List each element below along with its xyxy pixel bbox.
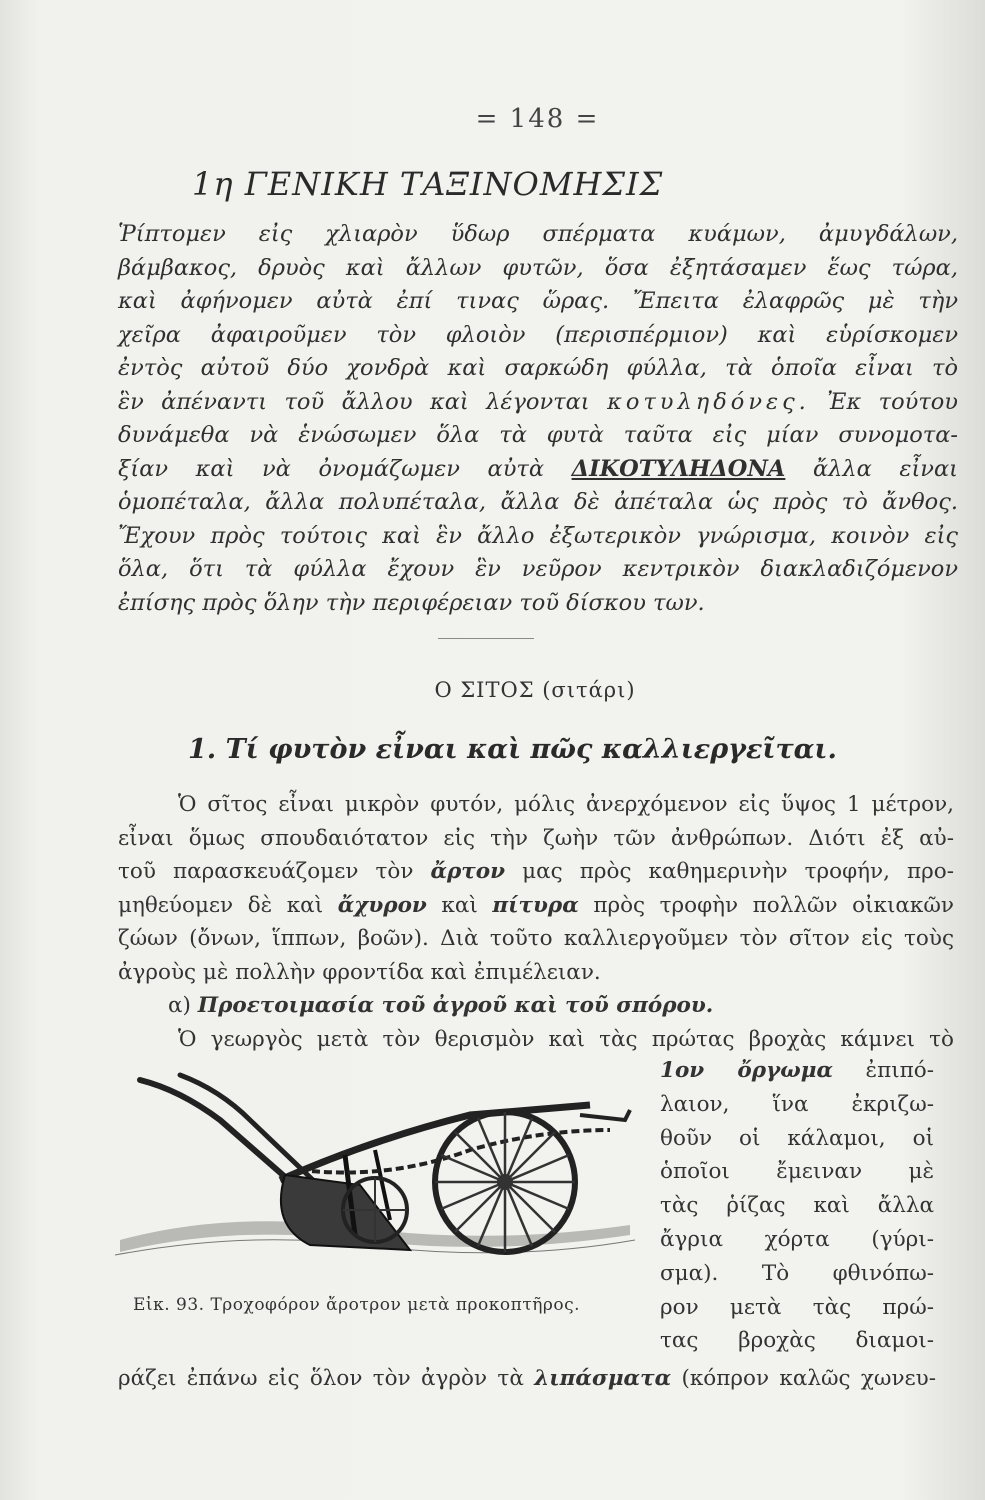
text-segment: ράζει ἐπάνω εἰς ὅλον τὸν ἀγρὸν τὰ xyxy=(118,1366,524,1391)
text-line xyxy=(118,386,958,420)
text-segment: ἄλλα εἶναι xyxy=(812,455,959,482)
text-line: καὶ ἀφήνομεν αὐτὰ ἐπί τινας ὥρας. Ἔπειτα ἐλαφρῶς μὲ τὴν xyxy=(118,288,958,314)
subsection-title: Προετοιμασία τοῦ ἀγροῦ καὶ τοῦ σπόρου. xyxy=(197,993,714,1018)
spaced-term: κοτυληδόνες. xyxy=(607,388,810,415)
text-line: σμα). Τὸ φθινόπω- xyxy=(660,1260,934,1286)
text-line: Ὁ γεωργὸς μετὰ τὸν θερισμὸν καὶ τὰς πρώτας βροχὰς κάμνει τὸ xyxy=(178,1026,954,1052)
text-line: Ὁ σῖτος εἶναι μικρὸν φυτόν, μόλις ἀνερχόμενον εἰς ὕψος 1 μέτρον, xyxy=(178,792,954,817)
text-segment: μηθεύομεν δὲ καὶ xyxy=(118,892,324,918)
emphasized-term: 1ον ὄργωμα xyxy=(660,1058,833,1083)
section-title: Ο ΣΙΤΟΣ (σιτάρι) xyxy=(434,678,636,702)
text-line: ἄγρια χόρτα (γύρι- xyxy=(660,1226,934,1252)
page-number: = 148 = xyxy=(475,104,600,134)
heading-wheat: 1. Τί φυτὸν εἶναι καὶ πῶς καλλιεργεῖται. xyxy=(188,734,837,765)
text-segment: ξίαν καὶ νὰ ὀνομάζωμεν αὐτὰ xyxy=(118,455,545,482)
text-segment: Ἐκ τούτου xyxy=(827,388,958,415)
text-line xyxy=(118,889,954,923)
text-line xyxy=(118,855,954,889)
text-line: τὰς ῥίζας καὶ ἄλλα xyxy=(660,1193,934,1219)
paragraph-classification xyxy=(118,218,958,620)
text-line: δυνάμεθα νὰ ἑνώσωμεν ὅλα τὰ φυτὰ ταῦτα εἰς μίαν συνομοτα- xyxy=(118,422,958,448)
large-wheel xyxy=(435,1112,575,1252)
small-wheel xyxy=(343,1178,407,1242)
emphasized-term: ἄρτον xyxy=(430,859,506,884)
text-line: ἐντὸς αὐτοῦ δύο χονδρὰ καὶ σαρκώδη φύλλα, τὰ ὁποῖα εἶναι τὸ xyxy=(118,355,958,381)
text-segment: μας πρὸς καθημερινὴν τροφήν, προ- xyxy=(522,859,954,884)
hitch xyxy=(580,1110,630,1120)
text-segment: τοῦ παρασκευάζομεν τὸν xyxy=(118,859,414,884)
text-line xyxy=(660,1054,934,1088)
text-segment: πρὸς τροφὴν πολλῶν οἰκιακῶν xyxy=(593,892,954,918)
heading-classification: 1η ΓΕΝΙΚΗ ΤΑΞΙΝΟΜΗΣΙΣ xyxy=(192,165,664,203)
text-line: ζώων (ὄνων, ἵππων, βοῶν). Διὰ τοῦτο καλλιεργοῦμεν τὸν σῖτον εἰς τοὺς xyxy=(118,926,954,951)
emphasized-term: ΔΙΚΟΤΥΛΗΔΟΝΑ xyxy=(571,455,786,482)
text-line: ρον μετὰ τὰς πρώ- xyxy=(660,1294,934,1320)
text-line: εἶναι ὅμως σπουδαιότατον εἰς τὴν ζωὴν τῶν ἀνθρώπων. Διότι ἐξ αὐ- xyxy=(118,825,954,851)
figure-caption: Εἰκ. 93. Τροχοφόρον ἄροτρον μετὰ προκοπτῆρος. xyxy=(133,1295,581,1315)
text-line: τας βροχὰς διαμοι- xyxy=(660,1328,934,1354)
text-line: ὁποῖοι ἔμειναν μὲ xyxy=(660,1159,934,1185)
text-line: ἀγροὺς μὲ πολλὴν φροντίδα καὶ ἐπιμέλειαν. xyxy=(118,959,601,985)
emphasized-term: ἄχυρον xyxy=(337,892,427,918)
subsection-label: α) xyxy=(168,993,191,1018)
text-line xyxy=(118,1362,936,1396)
plough-handle xyxy=(180,1075,315,1182)
text-line: θοῦν οἱ κάλαμοι, οἱ xyxy=(660,1125,934,1151)
paragraph-wheat xyxy=(118,788,954,1056)
text-line: ὅλα, ὅτι τὰ φύλλα ἔχουν ἓν νεῦρον κεντρικὸν διακλαδιζόμενον xyxy=(118,556,958,582)
text-line: Ῥίπτομεν εἰς χλιαρὸν ὕδωρ σπέρματα κυάμων, ἀμυγδάλων, xyxy=(118,221,958,247)
side-column xyxy=(660,1054,934,1358)
text-segment: ἐπιπό- xyxy=(865,1058,934,1083)
subsection-heading xyxy=(118,989,954,1023)
text-line: χεῖρα ἀφαιροῦμεν τὸν φλοιὸν (περισπέρμιον) καὶ εὑρίσκομεν xyxy=(118,321,958,348)
text-line: ὁμοπέταλα, ἄλλα πολυπέταλα, ἄλλα δὲ ἀπέταλα ὡς πρὸς τὸ ἄνθος. xyxy=(118,489,958,515)
text-segment: (κόπρον καλῶς χωνευ- xyxy=(681,1366,936,1391)
emphasized-term: λιπάσματα xyxy=(534,1366,672,1391)
divider xyxy=(438,638,534,639)
text-segment: ἓν ἀπέναντι τοῦ ἄλλου καὶ λέγονται xyxy=(118,388,590,415)
emphasized-term: πίτυρα xyxy=(492,892,579,918)
text-line: λαιον, ἵνα ἐκριζω- xyxy=(660,1091,934,1117)
text-line: βάμβακος, δρυὸς καὶ ἄλλων φυτῶν, ὅσα ἐξητάσαμεν ἕως τώρα, xyxy=(118,254,958,281)
text-line: ἐπίσης πρὸς ὅλην τὴν περιφέρειαν τοῦ δίσκου των. xyxy=(118,589,705,616)
text-line: Ἔχουν πρὸς τούτοις καὶ ἓν ἄλλο ἐξωτερικὸν γνώρισμα, κοινὸν εἰς xyxy=(118,522,958,549)
text-segment: καὶ xyxy=(441,892,478,918)
plough-illustration xyxy=(110,1060,645,1288)
text-line xyxy=(118,453,958,487)
